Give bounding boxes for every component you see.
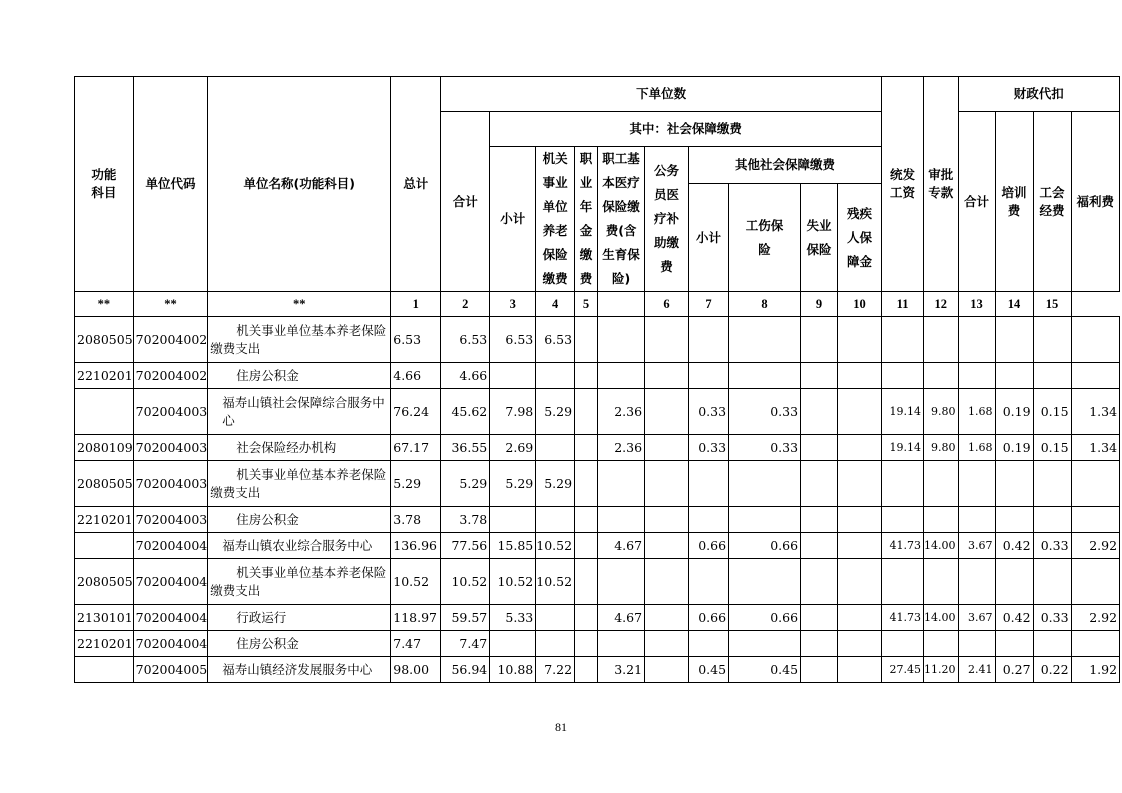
cell-union: 0.22 <box>1033 657 1071 683</box>
cell-total: 6.53 <box>391 317 441 363</box>
cell-code: 702004004 <box>133 533 208 559</box>
cell-heji: 10.52 <box>441 559 490 605</box>
header-pension: 机关事业单位养老保险缴费 <box>536 147 575 292</box>
cell-heji: 56.94 <box>441 657 490 683</box>
cell-welfare: 1.34 <box>1071 435 1120 461</box>
cell-oth: 0.33 <box>689 389 729 435</box>
cell-approved <box>924 631 959 657</box>
cell-xiaoji <box>490 363 536 389</box>
cell-training <box>995 461 1033 507</box>
cell-training <box>995 631 1033 657</box>
column-number: 13 <box>958 292 995 317</box>
cell-fheji: 1.68 <box>958 435 995 461</box>
header-welfare: 福利费 <box>1071 112 1120 292</box>
cell-civil <box>645 435 689 461</box>
cell-salary <box>882 317 924 363</box>
cell-salary: 19.14 <box>882 435 924 461</box>
cell-unemp <box>801 389 838 435</box>
cell-heji: 7.47 <box>441 631 490 657</box>
cell-welfare: 2.92 <box>1071 605 1120 631</box>
header-unemp: 失业保险 <box>801 184 838 292</box>
cell-union <box>1033 461 1071 507</box>
cell-salary: 41.73 <box>882 533 924 559</box>
cell-unemp <box>801 435 838 461</box>
cell-union: 0.33 <box>1033 533 1071 559</box>
cell-annuity <box>575 363 598 389</box>
cell-fheji <box>958 559 995 605</box>
cell-salary <box>882 363 924 389</box>
cell-medical <box>598 461 645 507</box>
cell-pension <box>536 507 575 533</box>
cell-oth <box>689 363 729 389</box>
cell-injury <box>729 317 801 363</box>
cell-pension: 7.22 <box>536 657 575 683</box>
cell-union <box>1033 507 1071 533</box>
cell-injury <box>729 559 801 605</box>
cell-func: 2080505 <box>75 317 134 363</box>
column-number <box>598 292 645 317</box>
table-row <box>75 605 1120 631</box>
cell-civil <box>645 317 689 363</box>
cell-civil <box>645 533 689 559</box>
cell-injury: 0.45 <box>729 657 801 683</box>
cell-union: 0.33 <box>1033 605 1071 631</box>
cell-pension: 10.52 <box>536 533 575 559</box>
cell-disabled <box>838 363 882 389</box>
cell-unemp <box>801 317 838 363</box>
cell-oth <box>689 507 729 533</box>
cell-annuity <box>575 631 598 657</box>
cell-name: 机关事业单位基本养老保险缴费支出 <box>208 461 391 507</box>
cell-func: 2210201 <box>75 631 134 657</box>
cell-oth <box>689 317 729 363</box>
cell-total: 67.17 <box>391 435 441 461</box>
header-xiaoji: 小计 <box>490 147 536 292</box>
cell-approved: 14.00 <box>924 533 959 559</box>
cell-xiaoji <box>490 631 536 657</box>
table-row <box>75 363 1120 389</box>
cell-fheji <box>958 363 995 389</box>
column-number: 3 <box>490 292 536 317</box>
table-row <box>75 317 1120 363</box>
header-disabled: 残疾人保障金 <box>838 184 882 292</box>
cell-injury <box>729 461 801 507</box>
cell-pension: 5.29 <box>536 461 575 507</box>
cell-welfare <box>1071 507 1120 533</box>
cell-heji: 3.78 <box>441 507 490 533</box>
header-civil: 公务员医疗补助缴费 <box>645 147 689 292</box>
cell-heji: 6.53 <box>441 317 490 363</box>
cell-unemp <box>801 657 838 683</box>
cell-pension: 10.52 <box>536 559 575 605</box>
cell-code: 702004002 <box>133 363 208 389</box>
cell-func <box>75 389 134 435</box>
cell-medical <box>598 559 645 605</box>
cell-fheji: 2.41 <box>958 657 995 683</box>
cell-total: 10.52 <box>391 559 441 605</box>
cell-approved <box>924 461 959 507</box>
column-number: 7 <box>689 292 729 317</box>
cell-fheji <box>958 317 995 363</box>
cell-union: 0.15 <box>1033 435 1071 461</box>
cell-func <box>75 533 134 559</box>
cell-fheji: 3.67 <box>958 533 995 559</box>
header-injury: 工伤保险 <box>729 184 801 292</box>
cell-medical <box>598 317 645 363</box>
cell-oth: 0.33 <box>689 435 729 461</box>
header-annuity: 职业年金缴费 <box>575 147 598 292</box>
cell-civil <box>645 657 689 683</box>
cell-disabled <box>838 631 882 657</box>
cell-training: 0.19 <box>995 435 1033 461</box>
column-number: ** <box>208 292 391 317</box>
cell-training <box>995 559 1033 605</box>
cell-total: 98.00 <box>391 657 441 683</box>
cell-medical: 2.36 <box>598 435 645 461</box>
cell-training: 0.42 <box>995 605 1033 631</box>
cell-func: 2080505 <box>75 559 134 605</box>
column-number: 8 <box>729 292 801 317</box>
header-other-social: 其他社会保障缴费 <box>689 147 882 184</box>
cell-annuity <box>575 389 598 435</box>
table-row <box>75 507 1120 533</box>
cell-annuity <box>575 559 598 605</box>
header-training: 培训费 <box>995 112 1033 292</box>
cell-xiaoji: 10.88 <box>490 657 536 683</box>
cell-medical <box>598 507 645 533</box>
cell-salary: 27.45 <box>882 657 924 683</box>
column-number: 2 <box>441 292 490 317</box>
column-number: 9 <box>801 292 838 317</box>
cell-union: 0.15 <box>1033 389 1071 435</box>
budget-table <box>74 76 1120 683</box>
cell-name: 住房公积金 <box>208 507 391 533</box>
cell-disabled <box>838 435 882 461</box>
table-row <box>75 435 1120 461</box>
cell-func: 2210201 <box>75 507 134 533</box>
cell-code: 702004002 <box>133 317 208 363</box>
cell-civil <box>645 363 689 389</box>
cell-oth: 0.66 <box>689 533 729 559</box>
cell-pension <box>536 631 575 657</box>
column-number: 15 <box>1033 292 1071 317</box>
cell-disabled <box>838 317 882 363</box>
cell-total: 76.24 <box>391 389 441 435</box>
cell-annuity <box>575 461 598 507</box>
cell-training <box>995 317 1033 363</box>
cell-code: 702004005 <box>133 657 208 683</box>
cell-disabled <box>838 461 882 507</box>
cell-approved <box>924 363 959 389</box>
cell-total: 118.97 <box>391 605 441 631</box>
cell-total: 7.47 <box>391 631 441 657</box>
cell-welfare: 1.34 <box>1071 389 1120 435</box>
table-row <box>75 631 1120 657</box>
cell-name: 行政运行 <box>208 605 391 631</box>
cell-training <box>995 507 1033 533</box>
column-number: 14 <box>995 292 1033 317</box>
cell-pension <box>536 435 575 461</box>
cell-fheji: 3.67 <box>958 605 995 631</box>
cell-injury: 0.66 <box>729 605 801 631</box>
cell-xiaoji: 5.33 <box>490 605 536 631</box>
column-number: 11 <box>882 292 924 317</box>
cell-union <box>1033 631 1071 657</box>
header-total: 总计 <box>391 77 441 292</box>
table-row <box>75 657 1120 683</box>
cell-annuity <box>575 507 598 533</box>
cell-welfare: 2.92 <box>1071 533 1120 559</box>
column-number: ** <box>133 292 208 317</box>
cell-func: 2210201 <box>75 363 134 389</box>
header-func: 功能科目 <box>75 77 134 292</box>
cell-union <box>1033 317 1071 363</box>
cell-civil <box>645 559 689 605</box>
cell-training: 0.42 <box>995 533 1033 559</box>
cell-injury: 0.33 <box>729 435 801 461</box>
cell-salary <box>882 507 924 533</box>
cell-xiaoji: 2.69 <box>490 435 536 461</box>
cell-total: 3.78 <box>391 507 441 533</box>
cell-func: 2080109 <box>75 435 134 461</box>
cell-salary <box>882 461 924 507</box>
header-code: 单位代码 <box>133 77 208 292</box>
cell-total: 5.29 <box>391 461 441 507</box>
cell-xiaoji: 5.29 <box>490 461 536 507</box>
cell-salary <box>882 559 924 605</box>
cell-medical: 2.36 <box>598 389 645 435</box>
cell-approved: 14.00 <box>924 605 959 631</box>
cell-civil <box>645 631 689 657</box>
header-heji: 合计 <box>441 112 490 292</box>
cell-fheji <box>958 631 995 657</box>
cell-annuity <box>575 435 598 461</box>
header-fin-deduct: 财政代扣 <box>958 77 1120 112</box>
cell-training <box>995 363 1033 389</box>
column-number: 10 <box>838 292 882 317</box>
cell-code: 702004003 <box>133 461 208 507</box>
column-number: 12 <box>924 292 959 317</box>
cell-func: 2130101 <box>75 605 134 631</box>
cell-medical <box>598 631 645 657</box>
cell-salary <box>882 631 924 657</box>
cell-annuity <box>575 533 598 559</box>
cell-code: 702004003 <box>133 435 208 461</box>
table-row <box>75 559 1120 605</box>
cell-name: 机关事业单位基本养老保险缴费支出 <box>208 317 391 363</box>
cell-injury <box>729 363 801 389</box>
cell-name: 机关事业单位基本养老保险缴费支出 <box>208 559 391 605</box>
cell-func <box>75 657 134 683</box>
cell-heji: 59.57 <box>441 605 490 631</box>
cell-salary: 41.73 <box>882 605 924 631</box>
cell-heji: 4.66 <box>441 363 490 389</box>
cell-civil <box>645 507 689 533</box>
cell-medical: 4.67 <box>598 605 645 631</box>
cell-welfare <box>1071 317 1120 363</box>
cell-unemp <box>801 507 838 533</box>
cell-fheji <box>958 461 995 507</box>
cell-name: 住房公积金 <box>208 631 391 657</box>
cell-oth <box>689 559 729 605</box>
cell-oth: 0.66 <box>689 605 729 631</box>
cell-injury: 0.66 <box>729 533 801 559</box>
cell-injury <box>729 507 801 533</box>
header-name: 单位名称(功能科目) <box>208 77 391 292</box>
cell-union <box>1033 363 1071 389</box>
header-fin-heji: 合计 <box>958 112 995 292</box>
cell-oth: 0.45 <box>689 657 729 683</box>
cell-unemp <box>801 363 838 389</box>
header-union: 工会经费 <box>1033 112 1071 292</box>
cell-unemp <box>801 533 838 559</box>
cell-name: 社会保险经办机构 <box>208 435 391 461</box>
cell-xiaoji: 6.53 <box>490 317 536 363</box>
cell-welfare <box>1071 363 1120 389</box>
cell-unemp <box>801 461 838 507</box>
cell-approved: 11.20 <box>924 657 959 683</box>
cell-code: 702004003 <box>133 507 208 533</box>
cell-approved <box>924 559 959 605</box>
cell-xiaoji: 7.98 <box>490 389 536 435</box>
cell-name: 福寿山镇农业综合服务中心 <box>208 533 391 559</box>
cell-pension <box>536 605 575 631</box>
cell-disabled <box>838 559 882 605</box>
cell-pension <box>536 363 575 389</box>
cell-total: 4.66 <box>391 363 441 389</box>
cell-oth <box>689 461 729 507</box>
cell-unemp <box>801 559 838 605</box>
cell-xiaoji: 15.85 <box>490 533 536 559</box>
cell-civil <box>645 461 689 507</box>
cell-heji: 45.62 <box>441 389 490 435</box>
cell-union <box>1033 559 1071 605</box>
column-number: 1 <box>391 292 441 317</box>
cell-heji: 5.29 <box>441 461 490 507</box>
cell-civil <box>645 605 689 631</box>
cell-total: 136.96 <box>391 533 441 559</box>
header-salary: 统发工资 <box>882 77 924 292</box>
page-number: 81 <box>555 720 567 734</box>
cell-name: 福寿山镇社会保障综合服务中心 <box>208 389 391 435</box>
cell-heji: 36.55 <box>441 435 490 461</box>
cell-unemp <box>801 605 838 631</box>
cell-training: 0.27 <box>995 657 1033 683</box>
table-row <box>75 533 1120 559</box>
column-number: ** <box>75 292 134 317</box>
cell-pension: 5.29 <box>536 389 575 435</box>
cell-xiaoji <box>490 507 536 533</box>
cell-code: 702004004 <box>133 631 208 657</box>
table-row <box>75 461 1120 507</box>
cell-approved <box>924 507 959 533</box>
cell-code: 702004003 <box>133 389 208 435</box>
column-number: 6 <box>645 292 689 317</box>
cell-injury: 0.33 <box>729 389 801 435</box>
cell-disabled <box>838 657 882 683</box>
cell-disabled <box>838 507 882 533</box>
cell-fheji: 1.68 <box>958 389 995 435</box>
cell-oth <box>689 631 729 657</box>
cell-medical <box>598 363 645 389</box>
cell-injury <box>729 631 801 657</box>
cell-training: 0.19 <box>995 389 1033 435</box>
header-lower-units: 下单位数 <box>441 77 882 112</box>
header-other-xiaoji: 小计 <box>689 184 729 292</box>
cell-approved: 9.80 <box>924 435 959 461</box>
cell-fheji <box>958 507 995 533</box>
cell-medical: 3.21 <box>598 657 645 683</box>
cell-func: 2080505 <box>75 461 134 507</box>
column-number: 5 <box>575 292 598 317</box>
cell-welfare: 1.92 <box>1071 657 1120 683</box>
cell-pension: 6.53 <box>536 317 575 363</box>
column-number-row <box>75 292 1120 317</box>
cell-code: 702004004 <box>133 559 208 605</box>
cell-name: 福寿山镇经济发展服务中心 <box>208 657 391 683</box>
cell-welfare <box>1071 559 1120 605</box>
cell-annuity <box>575 317 598 363</box>
cell-xiaoji: 10.52 <box>490 559 536 605</box>
cell-approved <box>924 317 959 363</box>
cell-code: 702004004 <box>133 605 208 631</box>
table-row <box>75 389 1120 435</box>
cell-unemp <box>801 631 838 657</box>
cell-annuity <box>575 605 598 631</box>
header-medical: 职工基本医疗保险缴费(含生育保险) <box>598 147 645 292</box>
cell-heji: 77.56 <box>441 533 490 559</box>
cell-disabled <box>838 533 882 559</box>
cell-welfare <box>1071 631 1120 657</box>
cell-disabled <box>838 605 882 631</box>
cell-approved: 9.80 <box>924 389 959 435</box>
column-number: 4 <box>536 292 575 317</box>
header-approved: 审批专款 <box>924 77 959 292</box>
cell-civil <box>645 389 689 435</box>
cell-medical: 4.67 <box>598 533 645 559</box>
cell-name: 住房公积金 <box>208 363 391 389</box>
cell-welfare <box>1071 461 1120 507</box>
cell-annuity <box>575 657 598 683</box>
cell-disabled <box>838 389 882 435</box>
header-social: 其中：社会保障缴费 <box>490 112 882 147</box>
cell-salary: 19.14 <box>882 389 924 435</box>
